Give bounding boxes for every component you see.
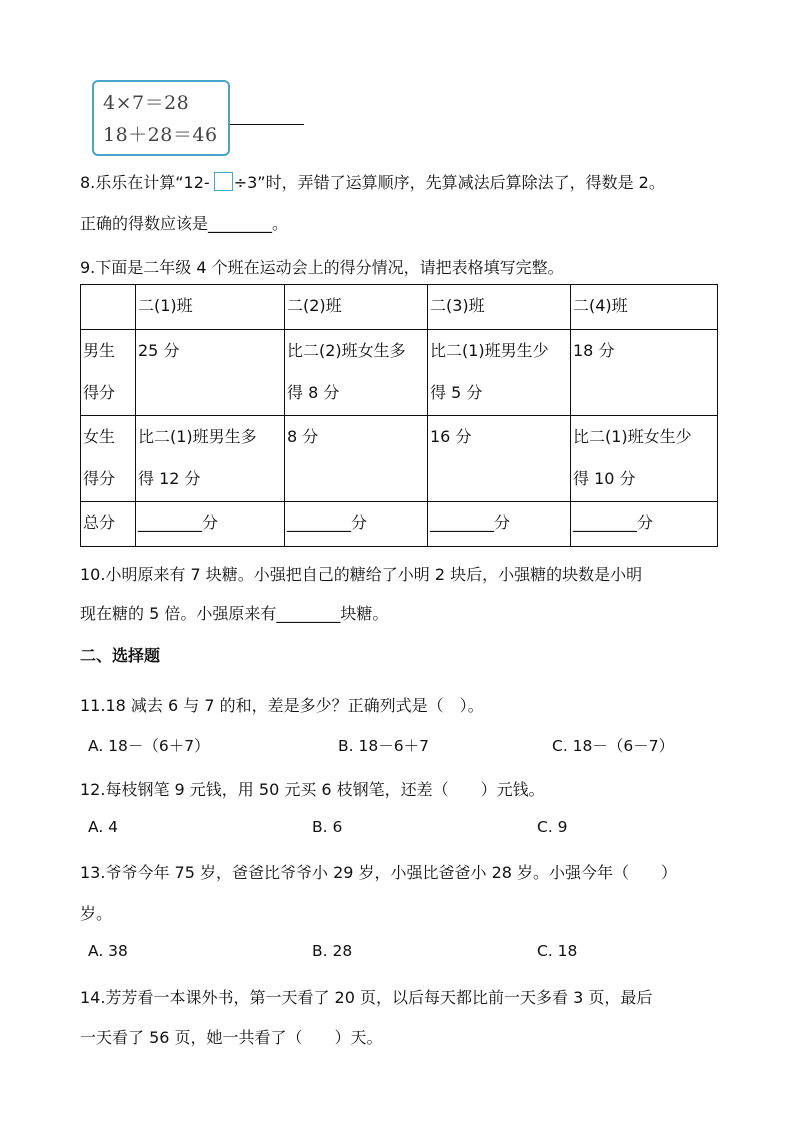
table-header-row — [81, 285, 718, 330]
q13-option-b[interactable]: B. 28 — [312, 942, 353, 960]
row-label-total: 总分 — [81, 502, 136, 547]
q10-line-2: 现在糖的 5 倍。小强原来有________块糖。 — [80, 604, 389, 623]
equation-line-2: 18＋28＝46 — [103, 124, 218, 146]
q14-line-1: 14.芳芳看一本课外书，第一天看了 20 页，以后每天都比前一天多看 3 页，最后 — [80, 988, 653, 1007]
row-label-girls: 女生 得分 — [81, 416, 136, 502]
q13-option-c[interactable]: C. 18 — [537, 942, 578, 960]
total-blank-class-1[interactable]: ________分 — [136, 502, 285, 547]
q11-option-a[interactable]: A. 18－（6＋7） — [88, 737, 210, 755]
cell-boys-class-4: 18 分 — [571, 330, 718, 416]
q11-option-b[interactable]: B. 18－6＋7 — [338, 737, 429, 755]
cell-girls-class-1: 比二(1)班男生多 得 12 分 — [136, 416, 285, 502]
section-title-multiple-choice: 二、选择题 — [80, 646, 161, 665]
q8-line-2: 正确的得数应该是________。 — [80, 214, 289, 233]
q12-text: 12.每枝钢笔 9 元钱，用 50 元买 6 枝钢笔，还差（ ）元钱。 — [80, 780, 545, 799]
q13-line-2: 岁。 — [80, 904, 113, 923]
table-row-girls — [81, 416, 718, 502]
cell-boys-class-1: 25 分 — [136, 330, 285, 416]
q13-line-1: 13.爷爷今年 75 岁，爸爸比爷爷小 29 岁，小强比爸爸小 28 岁。小强今年（ ） — [80, 863, 678, 882]
cell-boys-class-3: 比二(1)班男生少 得 5 分 — [428, 330, 571, 416]
score-table — [80, 284, 718, 547]
header-cell-empty — [81, 285, 136, 330]
q12-option-c[interactable]: C. 9 — [537, 818, 568, 836]
header-class-3: 二(3)班 — [428, 285, 571, 330]
q11-option-c[interactable]: C. 18－（6－7） — [552, 737, 675, 755]
row-label-boys: 男生 得分 — [81, 330, 136, 416]
equation-line-1: 4×7＝28 — [103, 92, 190, 114]
cell-girls-class-4: 比二(1)班女生少 得 10 分 — [571, 416, 718, 502]
cell-girls-class-2: 8 分 — [285, 416, 428, 502]
q12-option-b[interactable]: B. 6 — [312, 818, 343, 836]
q13-option-a[interactable]: A. 38 — [88, 942, 128, 960]
q10-line-1: 10.小明原来有 7 块糖。小强把自己的糖给了小明 2 块后，小强糖的块数是小明 — [80, 565, 643, 584]
header-class-1: 二(1)班 — [136, 285, 285, 330]
q8-prefix: 8.乐乐在计算“12- — [80, 173, 210, 192]
table-row-total — [81, 502, 718, 547]
cell-boys-class-2: 比二(2)班女生多 得 8 分 — [285, 330, 428, 416]
q14-line-2: 一天看了 56 页，她一共看了（ ）天。 — [80, 1028, 383, 1047]
header-class-4: 二(4)班 — [571, 285, 718, 330]
total-blank-class-4[interactable]: ________分 — [571, 502, 718, 547]
q8-line-1 — [80, 170, 665, 193]
q11-text: 11.18 减去 6 与 7 的和，差是多少？正确列式是（ ）。 — [80, 696, 484, 715]
equation-box — [92, 80, 230, 156]
q12-option-a[interactable]: A. 4 — [88, 818, 119, 836]
total-blank-class-2[interactable]: ________分 — [285, 502, 428, 547]
cell-girls-class-3: 16 分 — [428, 416, 571, 502]
q8-suffix: ÷3”时，弄错了运算顺序，先算减法后算除法了，得数是 2。 — [233, 173, 665, 192]
total-blank-class-3[interactable]: ________分 — [428, 502, 571, 547]
table-row-boys — [81, 330, 718, 416]
q8-missing-number-box[interactable] — [214, 172, 233, 191]
q9-text: 9.下面是二年级 4 个班在运动会上的得分情况，请把表格填写完整。 — [80, 258, 564, 277]
q7-answer-blank[interactable] — [230, 124, 304, 125]
header-class-2: 二(2)班 — [285, 285, 428, 330]
